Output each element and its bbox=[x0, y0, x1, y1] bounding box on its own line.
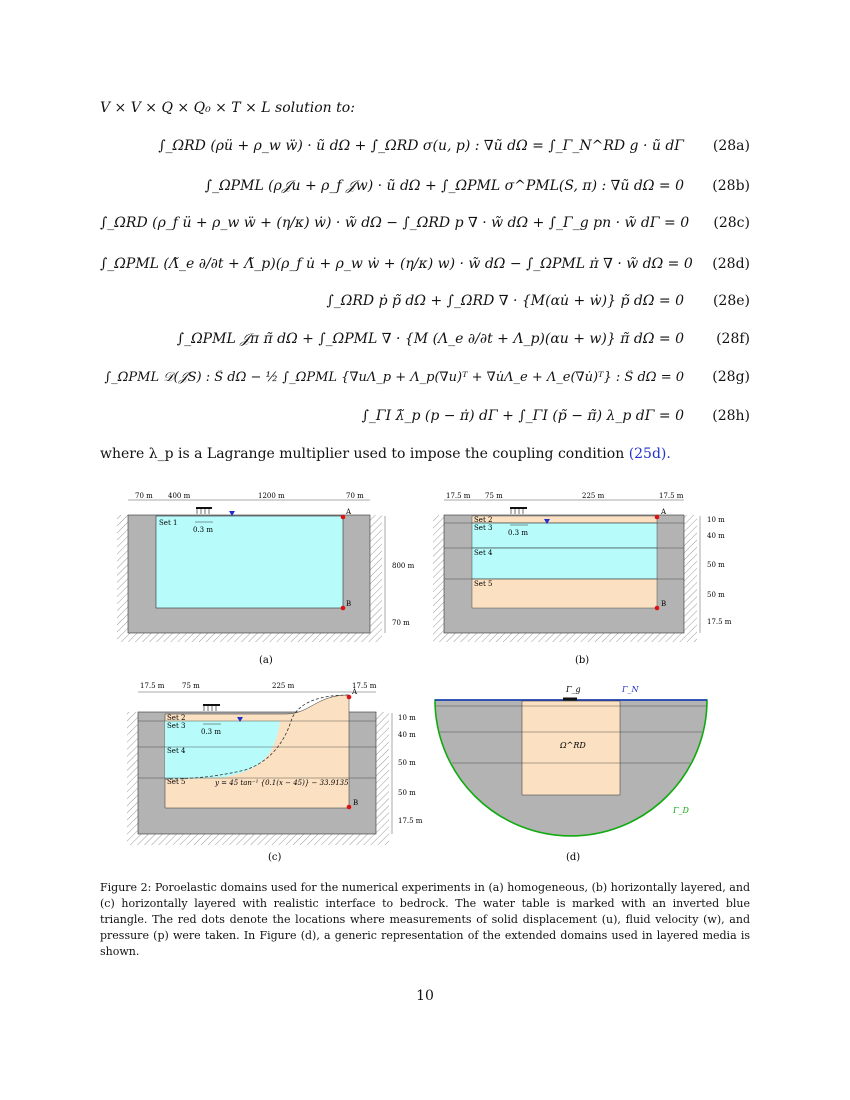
dim-label: 75 m bbox=[485, 492, 503, 500]
dim-label: 70 m bbox=[346, 492, 364, 500]
set-label: Set 2 bbox=[167, 714, 186, 722]
curve-equation: y = 45 tan⁻¹ {0.1(x − 45)} − 33.9135 bbox=[215, 779, 349, 787]
dim-label: 70 m bbox=[135, 492, 153, 500]
set-label: Set 5 bbox=[474, 580, 493, 588]
set-label: Set 1 bbox=[159, 519, 178, 527]
figure-2 bbox=[0, 480, 850, 880]
set-label: Set 4 bbox=[167, 747, 186, 755]
equation-link-25d[interactable]: (25d). bbox=[628, 446, 671, 462]
dim-label: 40 m bbox=[398, 731, 416, 739]
panel-label: (c) bbox=[268, 852, 282, 863]
dim-label: 17.5 m bbox=[707, 618, 732, 626]
dim-label: 50 m bbox=[707, 561, 725, 569]
point-a-marker bbox=[655, 515, 660, 520]
dim-label: 17.5 m bbox=[398, 817, 423, 825]
point-label: A bbox=[352, 688, 358, 696]
gamma-d-label: Γ_D bbox=[673, 806, 689, 815]
equation-tag: (28f) bbox=[716, 331, 750, 347]
scale-label: 0.3 m bbox=[201, 728, 221, 736]
panel-label: (d) bbox=[566, 852, 581, 863]
set-label: Set 3 bbox=[167, 722, 186, 730]
set-label: Set 3 bbox=[474, 524, 493, 532]
point-label: B bbox=[346, 600, 352, 608]
gamma-g-label: Γ_g bbox=[566, 685, 581, 694]
gamma-n-label: Γ_N bbox=[622, 685, 639, 694]
equation-body: ∫_ΓI λ̃_p (p − π̇) dΓ + ∫_ΓI (p̃ − π̃) λ_p dΓ = 0 bbox=[361, 408, 684, 424]
set-1-region bbox=[156, 516, 343, 608]
dim-label: 1200 m bbox=[258, 492, 285, 500]
dim-label: 10 m bbox=[398, 714, 416, 722]
equation-28e bbox=[100, 285, 750, 317]
equation-tag: (28b) bbox=[712, 178, 750, 194]
equation-body: ∫_ΩRD (ρü + ρ_w ẅ) · ũ dΩ + ∫_ΩRD σ(u, p) : ∇ũ dΩ = ∫_Γ_N^RD g · ũ dΓ bbox=[158, 138, 684, 154]
figure-caption: Figure 2: Poroelastic domains used for the numerical experiments in (a) homogeneous, (b) horizontally layered, and (c) horizontally layered with realistic interface to bedrock. The water table is marked with an inverted blue triangle. The red dots denote the locations where measurements of solid displacement (u), fluid velocity (w), and pressure (p) were taken. In Figure (d), a generic representation of the extended domains used in layered media is shown. bbox=[100, 881, 750, 958]
dim-label: 75 m bbox=[182, 682, 200, 690]
dim-label: 17.5 m bbox=[659, 492, 684, 500]
equation-tag: (28d) bbox=[712, 256, 750, 272]
equation-tag: (28e) bbox=[712, 293, 750, 309]
equation-28a bbox=[100, 130, 750, 162]
point-a-marker bbox=[347, 695, 352, 700]
panel-a bbox=[117, 492, 415, 642]
dim-label: 17.5 m bbox=[446, 492, 471, 500]
equation-body: ∫_ΩRD (ρ_f ü + ρ_w ẅ + (η/κ) ẇ) · w̃ dΩ − ∫_ΩRD p ∇ · w̃ dΩ + ∫_Γ_g pn · w̃ dΓ = 0 bbox=[100, 215, 690, 231]
point-label: B bbox=[353, 799, 359, 807]
page-number: 10 bbox=[416, 988, 434, 1004]
point-label: B bbox=[661, 600, 667, 608]
dim-label: 10 m bbox=[707, 516, 725, 524]
point-b-marker bbox=[347, 805, 352, 810]
scale-label: 0.3 m bbox=[508, 529, 528, 537]
equation-tag: (28a) bbox=[712, 138, 750, 154]
equation-body: ∫_ΩRD ṗ p̃ dΩ + ∫_ΩRD ∇ · {M(αu̇ + ẇ)} p̃ dΩ = 0 bbox=[326, 293, 684, 309]
panel-label: (b) bbox=[575, 655, 590, 666]
point-label: A bbox=[661, 508, 667, 516]
set-label: Set 5 bbox=[167, 778, 186, 786]
equation-28b bbox=[100, 170, 750, 202]
load-arrows-icon bbox=[196, 508, 212, 514]
equation-tag: (28g) bbox=[712, 369, 750, 385]
set-2-region bbox=[472, 516, 657, 523]
set-4-region bbox=[472, 548, 657, 579]
panel-d bbox=[435, 685, 707, 836]
load-arrows-icon bbox=[203, 705, 220, 711]
omega-rd-label: Ω^RD bbox=[560, 741, 586, 750]
load-arrows-icon bbox=[510, 508, 527, 514]
equation-tag: (28c) bbox=[713, 215, 750, 231]
intro-line: V × V × Q × Q₀ × T × L solution to: bbox=[100, 100, 355, 116]
equation-body: ∫_ΩPML 𝒥π π̃ dΩ + ∫_ΩPML ∇ · {M (Λ_e ∂/∂t + Λ_p)(αu + w)} π̃ dΩ = 0 bbox=[176, 331, 684, 347]
set-3-region bbox=[472, 523, 657, 548]
dim-label: 17.5 m bbox=[352, 682, 377, 690]
equation-body: ∫_ΩPML 𝒟(𝒥S) : S̃ dΩ − ½ ∫_ΩPML {∇uΛ_p + Λ_p(∇u)ᵀ + ∇u̇Λ_e + Λ_e(∇u̇)ᵀ} : S̃ dΩ = 0 bbox=[104, 369, 684, 385]
point-label: A bbox=[346, 508, 352, 516]
dim-label: 50 m bbox=[398, 789, 416, 797]
point-a-marker bbox=[341, 515, 346, 520]
dim-label: 40 m bbox=[707, 532, 725, 540]
panel-b bbox=[433, 492, 732, 642]
set-5-region bbox=[472, 579, 657, 608]
dim-label: 17.5 m bbox=[140, 682, 165, 690]
dim-label: 800 m bbox=[392, 562, 415, 570]
equation-28g bbox=[100, 361, 750, 393]
set-label: Set 4 bbox=[474, 549, 493, 557]
where-text: where λ_p is a Lagrange multiplier used to impose the coupling condition bbox=[100, 446, 625, 462]
dim-label: 50 m bbox=[398, 759, 416, 767]
equation-28c bbox=[100, 207, 750, 239]
scale-label: 0.3 m bbox=[193, 526, 213, 534]
dim-label: 225 m bbox=[582, 492, 605, 500]
dim-label: 50 m bbox=[707, 591, 725, 599]
equation-body: ∫_ΩPML (Λ̃_e ∂/∂t + Λ̃_p)(ρ_f u̇ + ρ_w ẇ + (η/κ) w) · w̃ dΩ − ∫_ΩPML π̇ ∇ · w̃ dΩ = 0 bbox=[100, 256, 693, 272]
point-b-marker bbox=[655, 606, 660, 611]
equation-28d bbox=[100, 248, 750, 280]
panel-c bbox=[127, 682, 423, 845]
equation-28h bbox=[100, 400, 750, 432]
dim-label: 400 m bbox=[168, 492, 191, 500]
dim-label: 225 m bbox=[272, 682, 295, 690]
where-sentence bbox=[100, 446, 671, 462]
equation-tag: (28h) bbox=[712, 408, 750, 424]
equation-body: ∫_ΩPML (ρ𝒥u + ρ_f 𝒥w) · ũ dΩ + ∫_ΩPML σ^PML(S, π) : ∇ũ dΩ = 0 bbox=[204, 178, 684, 194]
point-b-marker bbox=[341, 606, 346, 611]
panel-label: (a) bbox=[259, 655, 273, 666]
equation-28f bbox=[100, 323, 750, 355]
dim-label: 70 m bbox=[392, 619, 410, 627]
set-label: Set 2 bbox=[474, 516, 493, 524]
